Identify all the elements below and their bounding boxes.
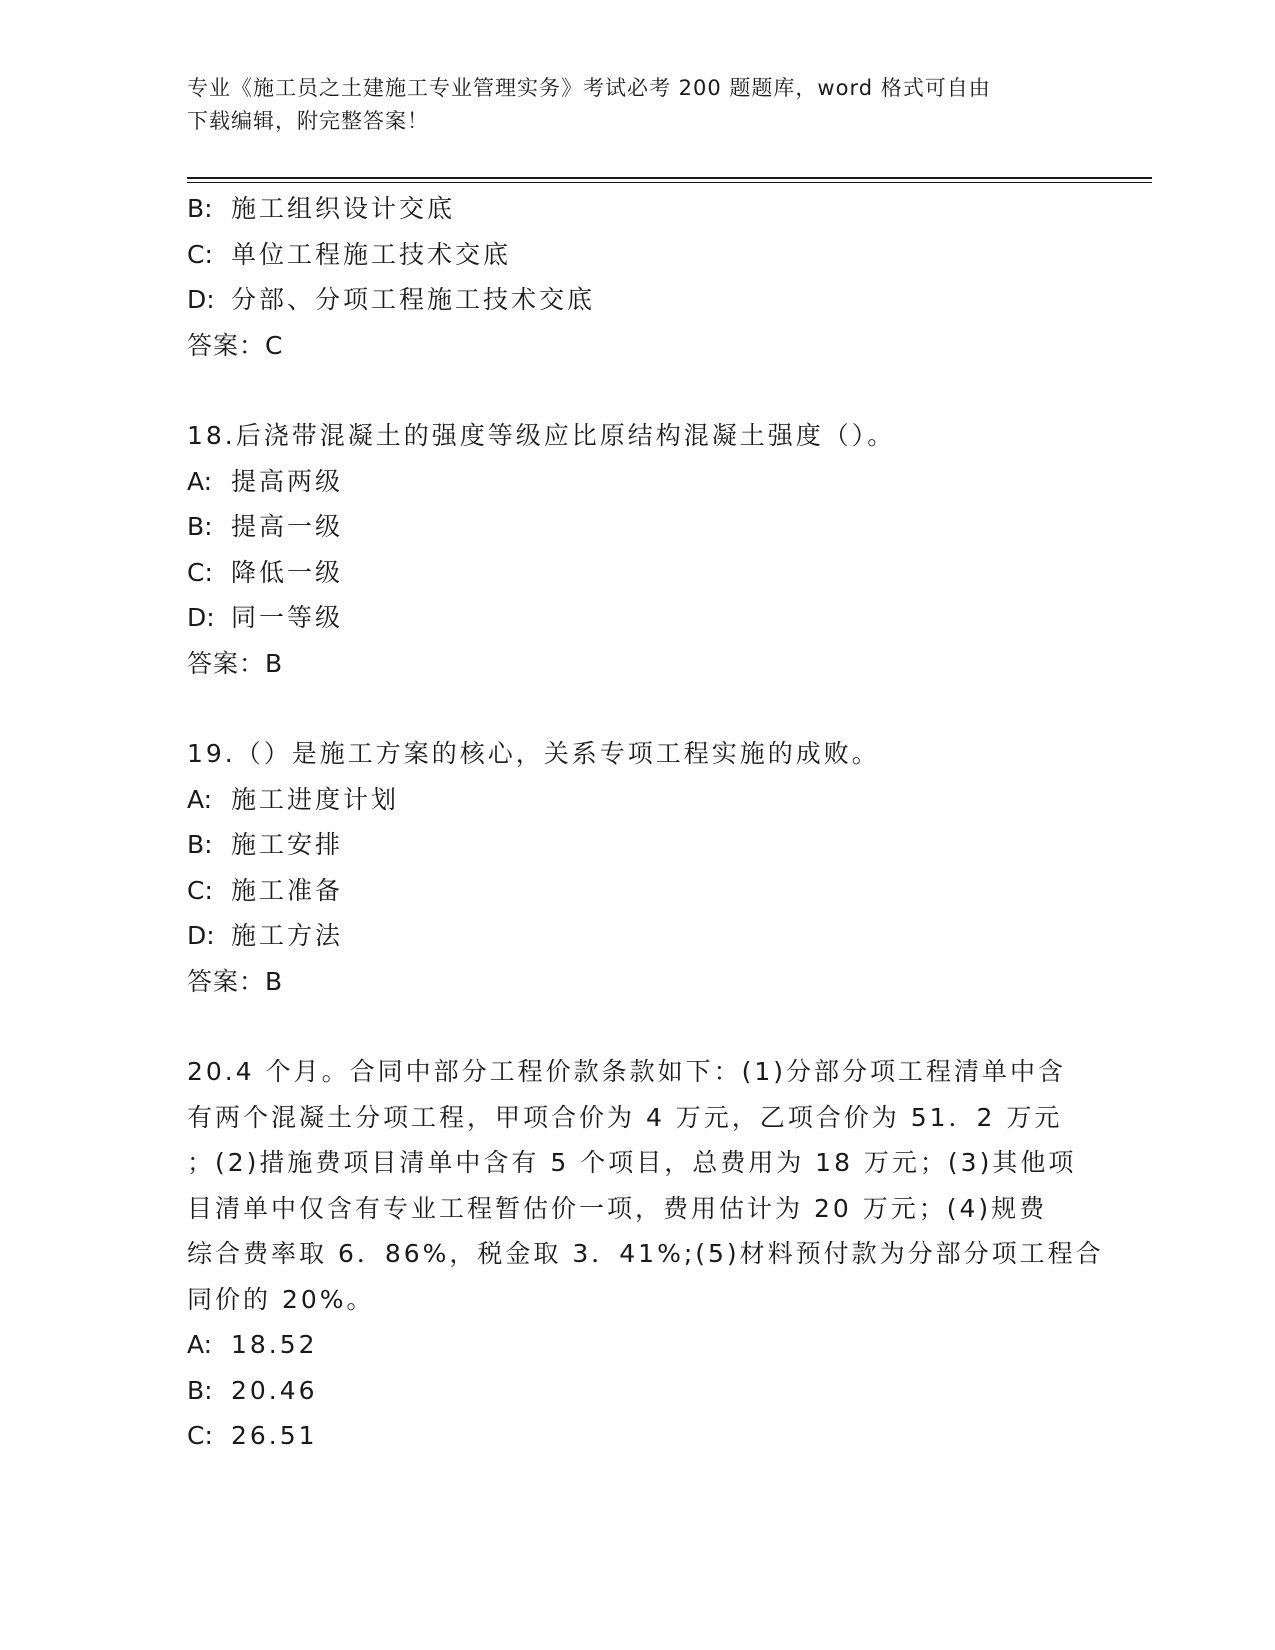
question-20-line: ；(2)措施费项目清单中含有 5 个项目，总费用为 18 万元；(3)其他项 xyxy=(187,1148,1077,1177)
q19-option-d: D: 施工方法 xyxy=(187,921,344,950)
prev-question-options xyxy=(187,186,1087,323)
q18-option-b: B: 提高一级 xyxy=(187,512,344,541)
question-20-text xyxy=(187,1049,1104,1322)
document-header xyxy=(187,72,1067,138)
question-20-line: 同价的 20%。 xyxy=(187,1284,375,1314)
header-rule-thick xyxy=(187,177,1152,179)
question-19-answer: 答案：B xyxy=(187,966,284,996)
question-18-text: 18.后浇带混凝土的强度等级应比原结构混凝土强度（）。 xyxy=(187,421,896,450)
header-line-1: 专业《施工员之土建施工专业管理实务》考试必考 200 题题库，word 格式可自由 xyxy=(187,76,991,100)
question-20-line: 综合费率取 6．86%，税金取 3．41%;(5)材料预付款为分部分项工程合 xyxy=(187,1239,1104,1268)
q20-option-b: B: 20.46 xyxy=(187,1375,318,1405)
q18-option-a: A: 提高两级 xyxy=(187,466,344,496)
question-20-line: 有两个混凝土分项工程，甲项合价为 4 万元，乙项合价为 51．2 万元 xyxy=(187,1102,1063,1132)
q19-option-c: C: 施工准备 xyxy=(187,875,344,905)
header-line-2: 下载编辑，附完整答案！ xyxy=(187,109,429,133)
question-20-line: 20.4 个月。合同中部分工程价款条款如下：(1)分部分项工程清单中含 xyxy=(187,1057,1067,1086)
prev-question-answer: 答案：C xyxy=(187,330,284,360)
q19-option-a: A: 施工进度计划 xyxy=(187,784,400,814)
option-c: C: 单位工程施工技术交底 xyxy=(187,239,512,269)
q18-option-c: C: 降低一级 xyxy=(187,557,344,587)
header-rule-thin xyxy=(187,182,1152,183)
option-d: D: 分部、分项工程施工技术交底 xyxy=(187,285,596,314)
q19-option-b: B: 施工安排 xyxy=(187,830,344,859)
q20-option-c: C: 26.51 xyxy=(187,1421,318,1450)
option-b: B: 施工组织设计交底 xyxy=(187,194,456,223)
question-list xyxy=(187,186,1104,1459)
q20-option-a: A: 18.52 xyxy=(187,1330,318,1359)
question-19-text: 19.（）是施工方案的核心，关系专项工程实施的成败。 xyxy=(187,739,880,768)
question-20-line: 目清单中仅含有专业工程暂估价一项，费用估计为 20 万元；(4)规费 xyxy=(187,1193,1048,1223)
question-18-answer: 答案：B xyxy=(187,648,284,678)
q18-option-d: D: 同一等级 xyxy=(187,603,344,632)
